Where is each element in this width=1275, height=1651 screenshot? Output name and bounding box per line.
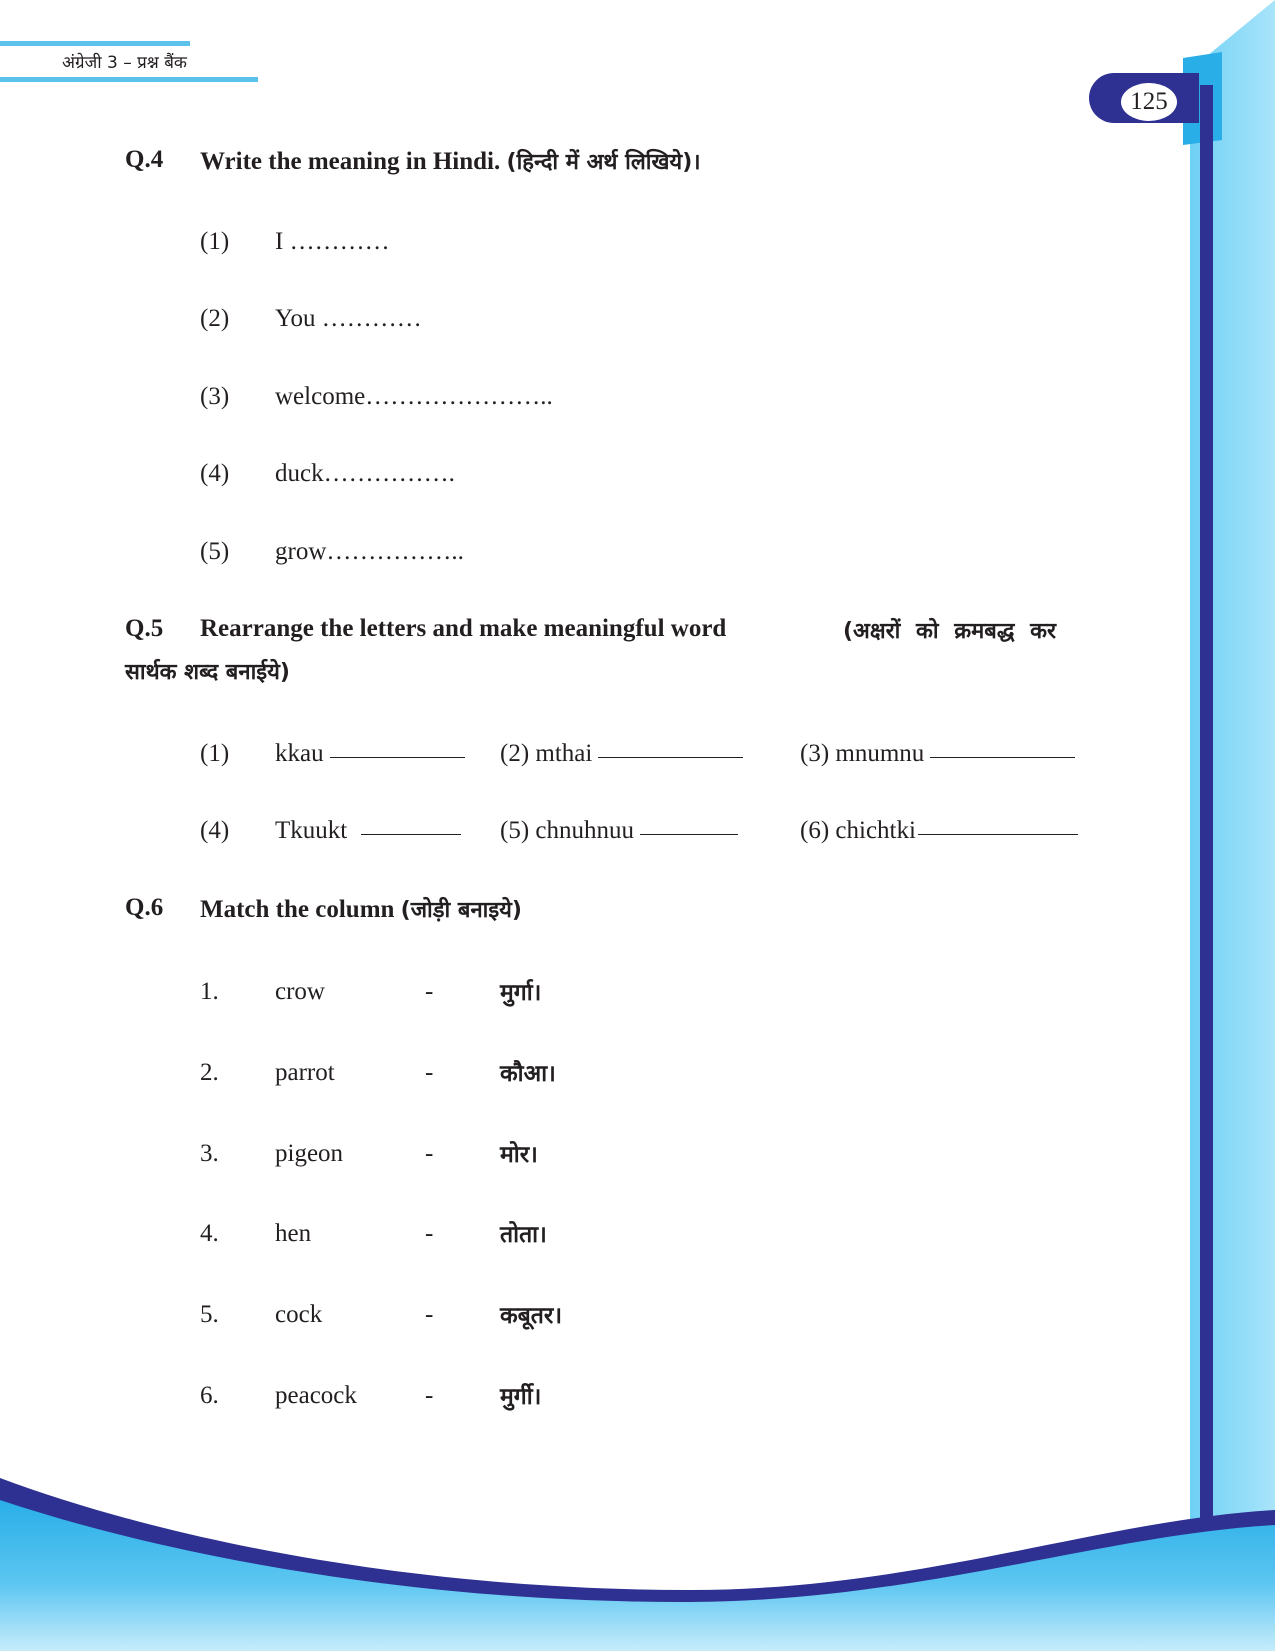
q4-item-text: grow…………….. <box>275 538 464 565</box>
q6-title: Match the column <box>200 896 395 923</box>
match-hindi: मुर्गी। <box>500 1384 542 1410</box>
q4-item <box>200 538 464 566</box>
match-dash: - <box>425 1382 434 1409</box>
match-word: cock <box>275 1301 323 1328</box>
q5-item-num: (1) <box>200 740 230 767</box>
q4-heading <box>125 146 701 175</box>
match-word: parrot <box>275 1059 335 1086</box>
q5-scrambled-word: Tkuukt <box>275 817 348 844</box>
q4-title: Write the meaning in Hindi. <box>200 148 501 175</box>
q5-item <box>500 817 738 845</box>
match-word: peacock <box>275 1382 357 1409</box>
match-word: hen <box>275 1220 312 1247</box>
q5-scrambled-word: kkau <box>275 740 324 767</box>
q4-number: Q.4 <box>125 146 164 173</box>
q4-item-num: (1) <box>200 228 230 255</box>
match-row <box>200 1301 563 1329</box>
q5-title-hindi-1: (अक्षरों को क्रमबद्ध कर <box>843 619 1056 644</box>
match-word: crow <box>275 978 325 1005</box>
match-hindi: मुर्गा। <box>500 980 542 1006</box>
q5-scrambled-word: (6) chichtki <box>800 817 916 844</box>
q4-item-num: (3) <box>200 383 230 410</box>
q6-title-hindi: (जोड़ी बनाइये) <box>400 898 522 923</box>
q6-number: Q.6 <box>125 894 164 921</box>
answer-blank[interactable] <box>930 757 1075 758</box>
q4-title-hindi: (हिन्दी में अर्थ लिखिये)। <box>506 150 701 175</box>
q4-item-text: You ………… <box>275 305 422 332</box>
match-row <box>200 1140 538 1168</box>
match-num: 6. <box>200 1382 219 1409</box>
q5-title: Rearrange the letters and make meaningful word <box>200 615 727 642</box>
q5-number: Q.5 <box>125 615 164 642</box>
match-row <box>200 978 542 1006</box>
match-num: 4. <box>200 1220 219 1247</box>
match-hindi: तोता। <box>500 1222 547 1248</box>
answer-blank[interactable] <box>598 757 743 758</box>
q5-heading <box>125 615 1056 644</box>
q4-item <box>200 460 455 488</box>
match-dash: - <box>425 978 434 1005</box>
match-num: 3. <box>200 1140 219 1167</box>
match-hindi: मोर। <box>500 1142 538 1168</box>
match-num: 2. <box>200 1059 219 1086</box>
match-hindi: कौआ। <box>500 1061 556 1087</box>
q4-item-num: (5) <box>200 538 230 565</box>
q5-scrambled-word: (2) mthai <box>500 740 593 767</box>
q5-item <box>500 740 743 768</box>
header-rule-bottom <box>0 77 258 82</box>
header-title: अंग्रेजी 3 – प्रश्न बैंक <box>62 53 187 73</box>
answer-blank[interactable] <box>330 757 465 758</box>
match-num: 1. <box>200 978 219 1005</box>
match-dash: - <box>425 1301 434 1328</box>
q5-item <box>800 817 1078 845</box>
match-hindi: कबूतर। <box>500 1303 563 1329</box>
q4-item <box>200 305 422 333</box>
answer-blank[interactable] <box>361 834 461 835</box>
header-rule-top <box>0 41 190 46</box>
match-word: pigeon <box>275 1140 344 1167</box>
answer-blank[interactable] <box>918 834 1078 835</box>
q5-row <box>200 740 1100 768</box>
q5-title-hindi-2: सार्थक शब्द बनाईये) <box>125 660 290 685</box>
q5-row <box>200 817 1100 845</box>
match-num: 5. <box>200 1301 219 1328</box>
answer-blank[interactable] <box>640 834 738 835</box>
match-dash: - <box>425 1220 434 1247</box>
q4-item-num: (2) <box>200 305 230 332</box>
q6-heading <box>125 894 522 923</box>
q5-item <box>800 740 1075 768</box>
q4-item-text: I ………… <box>275 228 390 255</box>
q4-item <box>200 383 553 411</box>
q4-item <box>200 228 390 256</box>
match-row <box>200 1382 542 1410</box>
match-dash: - <box>425 1140 434 1167</box>
q5-item <box>275 740 465 768</box>
q4-item-text: welcome………………….. <box>275 383 553 410</box>
q4-item-text: duck……………. <box>275 460 455 487</box>
q5-scrambled-word: (3) mnumnu <box>800 740 925 767</box>
q4-item-num: (4) <box>200 460 230 487</box>
match-dash: - <box>425 1059 434 1086</box>
match-row <box>200 1059 556 1087</box>
page-number: 125 <box>1121 83 1177 121</box>
q5-scrambled-word: (5) chnuhnuu <box>500 817 634 844</box>
q5-item-num: (4) <box>200 817 230 844</box>
q5-item <box>275 817 461 845</box>
match-row <box>200 1220 547 1248</box>
